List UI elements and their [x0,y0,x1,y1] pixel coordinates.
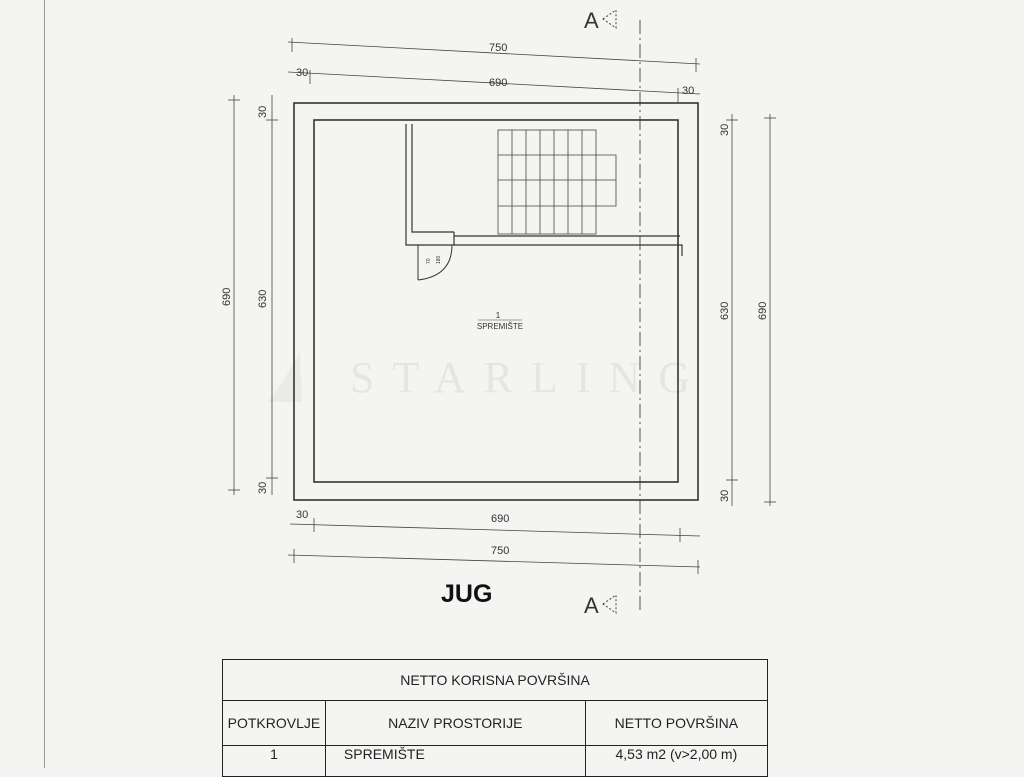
section-marker-bottom: A [584,593,599,618]
dim-top-inner: 690 [489,77,508,89]
stair-enclosure [406,124,682,256]
area-table [222,659,768,777]
cell-net-area: 4,53 m2 (v>2,00 m) [585,746,767,777]
inner-wall [314,120,678,482]
area-table-header-row [223,701,768,746]
watermark-logo [268,352,302,402]
section-arrow-top-icon [603,10,616,28]
dim-right-overall: 690 [757,301,769,320]
door-width: 70 [426,258,432,264]
dim-left-inner: 630 [257,289,269,308]
door [418,245,452,280]
area-table-title: NETTO KORISNA POVRŠINA [223,660,768,701]
left-dimensions [228,95,278,495]
header-net-area: NETTO POVRŠINA [585,701,767,746]
outer-wall [294,103,698,500]
dim-top-wall-right: 30 [682,85,695,97]
dim-top-wall-left: 30 [296,67,309,79]
room-name: SPREMIŠTE [476,322,524,331]
door-height: 180 [436,255,442,264]
cell-room-name: SPREMIŠTE [325,746,585,777]
dim-right-inner: 630 [719,301,731,320]
dim-bottom-overall: 750 [491,545,510,557]
orientation-label: JUG [441,580,493,608]
dim-left-wall-bottom: 30 [257,481,269,494]
header-room-name: NAZIV PROSTORIJE [325,701,585,746]
dim-right-wall-bottom: 30 [719,489,731,502]
watermark-text: STARLING [350,353,709,402]
room-number: 1 [495,311,501,320]
header-floor: POTKROVLJE [223,701,326,746]
dim-left-overall: 690 [221,287,233,306]
cell-room-number: 1 [223,746,326,777]
dim-bottom-wall-left: 30 [296,509,309,521]
dim-left-wall-top: 30 [257,105,269,118]
dim-top-overall: 750 [489,42,508,54]
area-table-title-row [223,660,768,701]
dim-right-wall-top: 30 [719,123,731,136]
section-marker-top: A [584,8,599,33]
section-arrow-bottom-icon [603,595,616,613]
table-row [223,746,768,777]
dim-bottom-inner: 690 [491,513,510,525]
staircase [498,130,616,234]
